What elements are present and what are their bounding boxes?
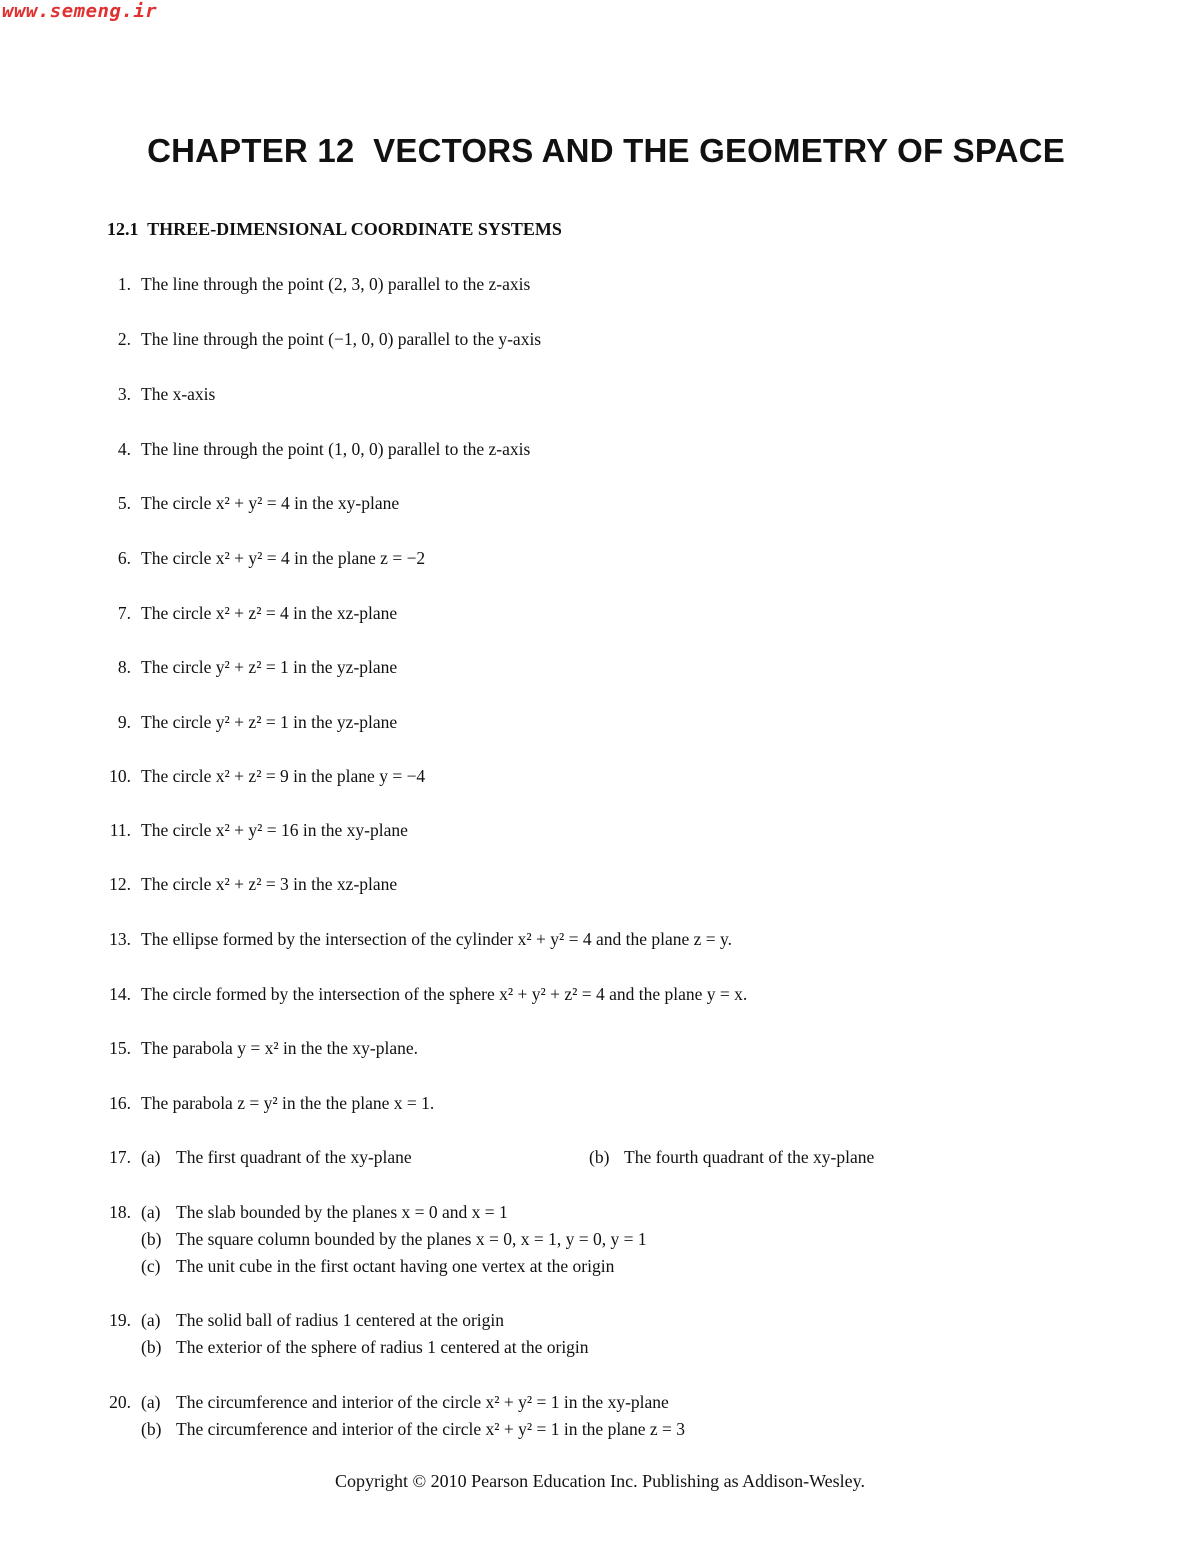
exercise-item <box>100 1144 1000 1171</box>
exercise-text: The circle y² + z² = 1 in the yz-plane <box>141 712 398 732</box>
exercise-text: The circle x² + y² = 4 in the xy-plane <box>141 493 400 513</box>
exercise-number: 14. <box>109 984 131 1004</box>
exercise-part <box>100 1334 1000 1361</box>
part-label: (b) <box>141 1229 162 1249</box>
part-label: (a) <box>141 1310 161 1330</box>
watermark: www.semeng.ir <box>2 0 158 22</box>
part-text: The fourth quadrant of the xy-plane <box>624 1147 875 1167</box>
exercise-number: 10. <box>109 766 131 786</box>
exercise-number: 12. <box>109 874 131 894</box>
exercise-number: 15. <box>109 1038 131 1058</box>
exercise-part <box>100 1307 1000 1334</box>
exercise-text: The line through the point (−1, 0, 0) parallel to the y-axis <box>141 329 542 349</box>
exercise-part <box>100 1253 1000 1280</box>
exercise-number: 2. <box>117 329 131 349</box>
part-label: (b) <box>141 1419 162 1439</box>
exercise-number: 1. <box>117 274 131 294</box>
exercise-text: The circle x² + z² = 9 in the plane y = −4 <box>141 766 426 786</box>
exercise-item <box>100 1307 1000 1361</box>
exercise-text: The circle formed by the intersection of the sphere x² + y² + z² = 4 and the plane y = x. <box>141 984 748 1004</box>
exercise-text: The circle x² + y² = 16 in the xy-plane <box>141 820 408 840</box>
exercise-text: The circle x² + z² = 3 in the xz-plane <box>141 874 398 894</box>
part-text: The circumference and interior of the circle x² + y² = 1 in the xy-plane <box>176 1392 669 1412</box>
part-label: (b) <box>141 1337 162 1357</box>
exercise-number: 4. <box>117 439 131 459</box>
exercise-item <box>100 1389 1000 1443</box>
exercise-item <box>100 1199 1000 1280</box>
exercise-number: 17. <box>109 1147 131 1167</box>
chapter-title: CHAPTER 12 VECTORS AND THE GEOMETRY OF SPACE <box>147 132 1065 169</box>
copyright-footer: Copyright © 2010 Pearson Education Inc. Publishing as Addison-Wesley. <box>334 1471 865 1491</box>
exercise-text: The parabola z = y² in the the plane x = 1. <box>141 1093 435 1113</box>
exercise-number: 5. <box>117 493 131 513</box>
part-text: The first quadrant of the xy-plane <box>176 1147 412 1167</box>
part-text: The square column bounded by the planes x = 0, x = 1, y = 0, y = 1 <box>176 1229 647 1249</box>
exercise-text: The line through the point (1, 0, 0) parallel to the z-axis <box>141 439 531 459</box>
exercise-part <box>100 1144 1000 1171</box>
section-title: 12.1 THREE-DIMENSIONAL COORDINATE SYSTEMS <box>107 219 562 239</box>
part-label: (a) <box>141 1202 161 1222</box>
exercise-text: The circle y² + z² = 1 in the yz-plane <box>141 657 398 677</box>
exercise-part <box>100 1389 1000 1416</box>
exercise-text: The line through the point (2, 3, 0) parallel to the z-axis <box>141 274 531 294</box>
exercise-part <box>100 1226 1000 1253</box>
exercise-part <box>100 1416 1000 1443</box>
exercise-number: 18. <box>109 1202 131 1222</box>
exercise-text: The parabola y = x² in the the xy-plane. <box>141 1038 419 1058</box>
exercise-text: The circle x² + z² = 4 in the xz-plane <box>141 603 398 623</box>
part-text: The circumference and interior of the circle x² + y² = 1 in the plane z = 3 <box>176 1419 685 1439</box>
part-label: (a) <box>141 1147 161 1167</box>
part-text: The solid ball of radius 1 centered at the origin <box>176 1310 505 1330</box>
part-label: (b) <box>589 1147 610 1167</box>
part-text: The unit cube in the first octant having one vertex at the origin <box>176 1256 615 1276</box>
part-label: (a) <box>141 1392 161 1412</box>
exercise-number: 19. <box>109 1310 131 1330</box>
exercise-text: The ellipse formed by the intersection of the cylinder x² + y² = 4 and the plane z = y. <box>141 929 733 949</box>
exercise-text: The circle x² + y² = 4 in the plane z = −2 <box>141 548 426 568</box>
exercise-number: 7. <box>117 603 131 623</box>
exercise-number: 3. <box>117 384 131 404</box>
exercise-text: The x-axis <box>141 384 216 404</box>
exercise-number: 16. <box>109 1093 131 1113</box>
part-label: (c) <box>141 1256 161 1276</box>
exercise-number: 6. <box>117 548 131 568</box>
part-text: The slab bounded by the planes x = 0 and x = 1 <box>176 1202 508 1222</box>
exercise-part <box>100 1199 1000 1226</box>
part-text: The exterior of the sphere of radius 1 centered at the origin <box>176 1337 589 1357</box>
exercise-number: 13. <box>109 929 131 949</box>
exercise-number: 11. <box>109 820 131 840</box>
exercise-number: 20. <box>109 1392 131 1412</box>
exercise-number: 9. <box>117 712 131 732</box>
exercise-number: 8. <box>117 657 131 677</box>
